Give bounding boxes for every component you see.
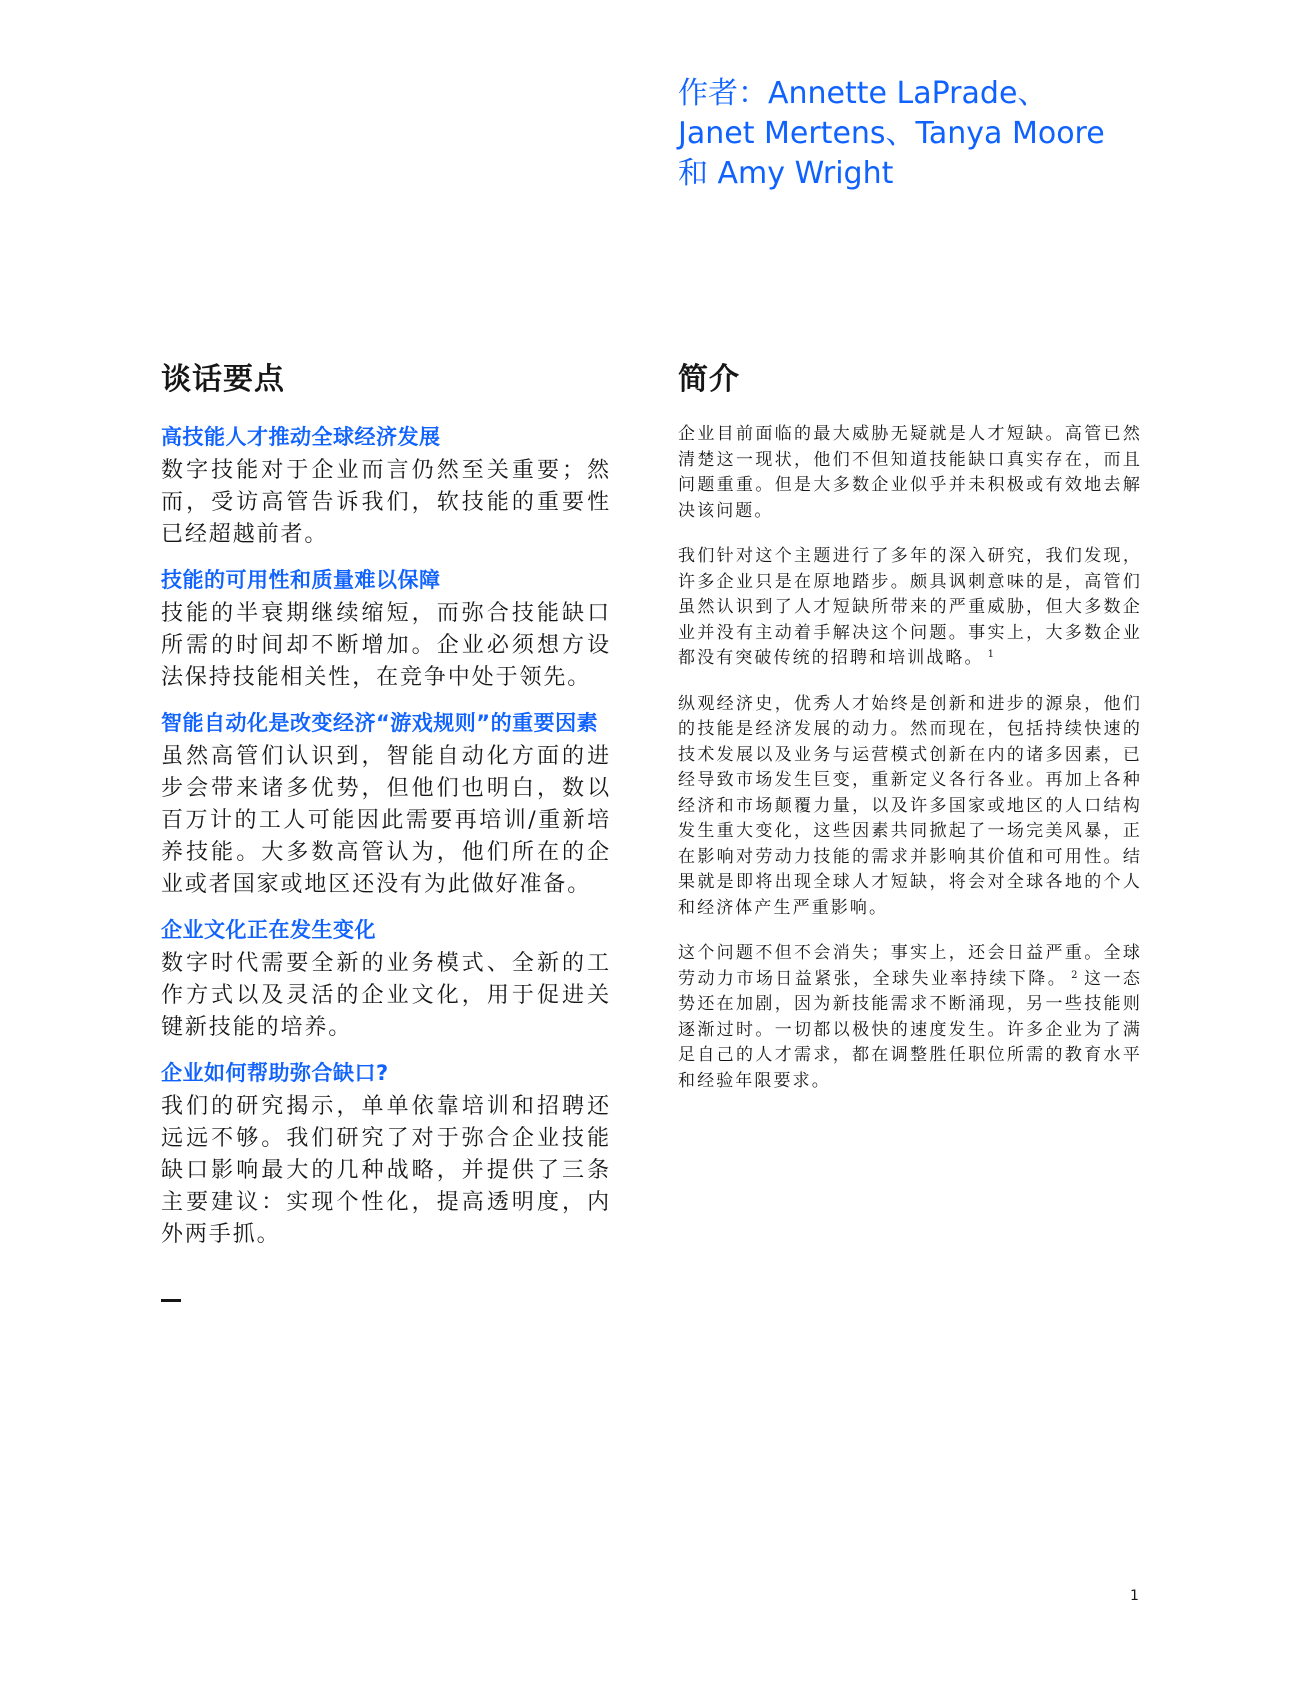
- paragraph-text: 我们针对这个主题进行了多年的深入研究，我们发现，许多企业只是在原地踏步。颇具讽刺意味的是，高管们虽然认识到了人才短缺所带来的严重威胁，但大多数企业并没有主动着手解决这个问题。事实上，大多数企业都没有突破传统的招聘和培训战略。: [678, 546, 1142, 668]
- footnote-ref[interactable]: 1: [987, 649, 997, 660]
- intro-paragraph: [678, 422, 1142, 524]
- key-point-body: 数字技能对于企业而言仍然至关重要；然而，受访高管告诉我们，软技能的重要性已经超越前者。: [161, 458, 611, 547]
- key-point-body: 我们的研究揭示，单单依靠培训和招聘还远远不够。我们研究了对于弥合企业技能缺口影响最大的几种战略，并提供了三条主要建议：实现个性化，提高透明度，内外两手抓。: [161, 1094, 611, 1247]
- key-point-title: 智能自动化是改变经济“游戏规则”的重要因素: [161, 711, 599, 735]
- talking-points-heading: 谈话要点: [161, 362, 285, 397]
- key-point-title: 企业如何帮助弥合缺口?: [161, 1061, 389, 1085]
- key-point-body: 虽然高管们认识到，智能自动化方面的进步会带来诸多优势，但他们也明白，数以百万计的工人可能因此需要再培训/重新培养技能。大多数高管认为，他们所在的企业或者国家或地区还没有为此做好准备。: [161, 744, 611, 897]
- section-end-dash: [161, 1299, 181, 1302]
- author-line: 作者：Annette LaPrade、: [678, 76, 1048, 111]
- paragraph-text: 这一态势还在加剧，因为新技能需求不断涌现，另一些技能则逐渐过时。一切都以极快的速度发生。许多企业为了满足自己的人才需求，都在调整胜任职位所需的教育水平和经验年限要求。: [678, 968, 1142, 1091]
- key-point-body: 技能的半衰期继续缩短，而弥合技能缺口所需的时间却不断增加。企业必须想方设法保持技能相关性，在竞争中处于领先。: [161, 601, 611, 690]
- authors-byline: [678, 74, 1198, 194]
- footnote-ref[interactable]: 2: [1071, 969, 1080, 981]
- page-number: 1: [1130, 1588, 1139, 1604]
- paragraph-text: 纵观经济史，优秀人才始终是创新和进步的源泉，他们的技能是经济发展的动力。然而现在，包括持续快速的技术发展以及业务与运营模式创新在内的诸多因素，已经导致市场发生巨变，重新定义各行各业。再加上各种经济和市场颠覆力量，以及许多国家或地区的人口结构发生重大变化，这些因素共同掀起了一场完美风暴，正在影响对劳动力技能的需求并影响其价值和可用性。结果就是即将出现全球人才短缺，将会对全球各地的个人和经济体产生严重影响。: [678, 693, 1142, 918]
- author-line: 和 Amy Wright: [678, 156, 894, 191]
- paragraph-text: 这个问题不但不会消失；事实上，还会日益严重。全球劳动力市场日益紧张，全球失业率持续下降。: [678, 943, 1142, 989]
- paragraph-text: 企业目前面临的最大威胁无疑就是人才短缺。高管已然清楚这一现状，他们不但知道技能缺口真实存在，而且问题重重。但是大多数企业似乎并未积极或有效地去解决该问题。: [678, 424, 1142, 521]
- key-point-title: 企业文化正在发生变化: [161, 918, 376, 942]
- intro-paragraph: [678, 941, 1142, 1094]
- introduction-heading: 简介: [678, 362, 740, 397]
- key-point-body: 数字时代需要全新的业务模式、全新的工作方式以及灵活的企业文化，用于促进关键新技能的培养。: [161, 951, 611, 1040]
- author-line: Janet Mertens、Tanya Moore: [678, 116, 1105, 151]
- key-point-title: 技能的可用性和质量难以保障: [161, 568, 441, 592]
- talking-points-section: [161, 360, 611, 1265]
- intro-paragraph: [678, 544, 1142, 672]
- intro-paragraph: [678, 692, 1142, 922]
- introduction-section: [678, 360, 1142, 1114]
- key-point-title: 高技能人才推动全球经济发展: [161, 425, 441, 449]
